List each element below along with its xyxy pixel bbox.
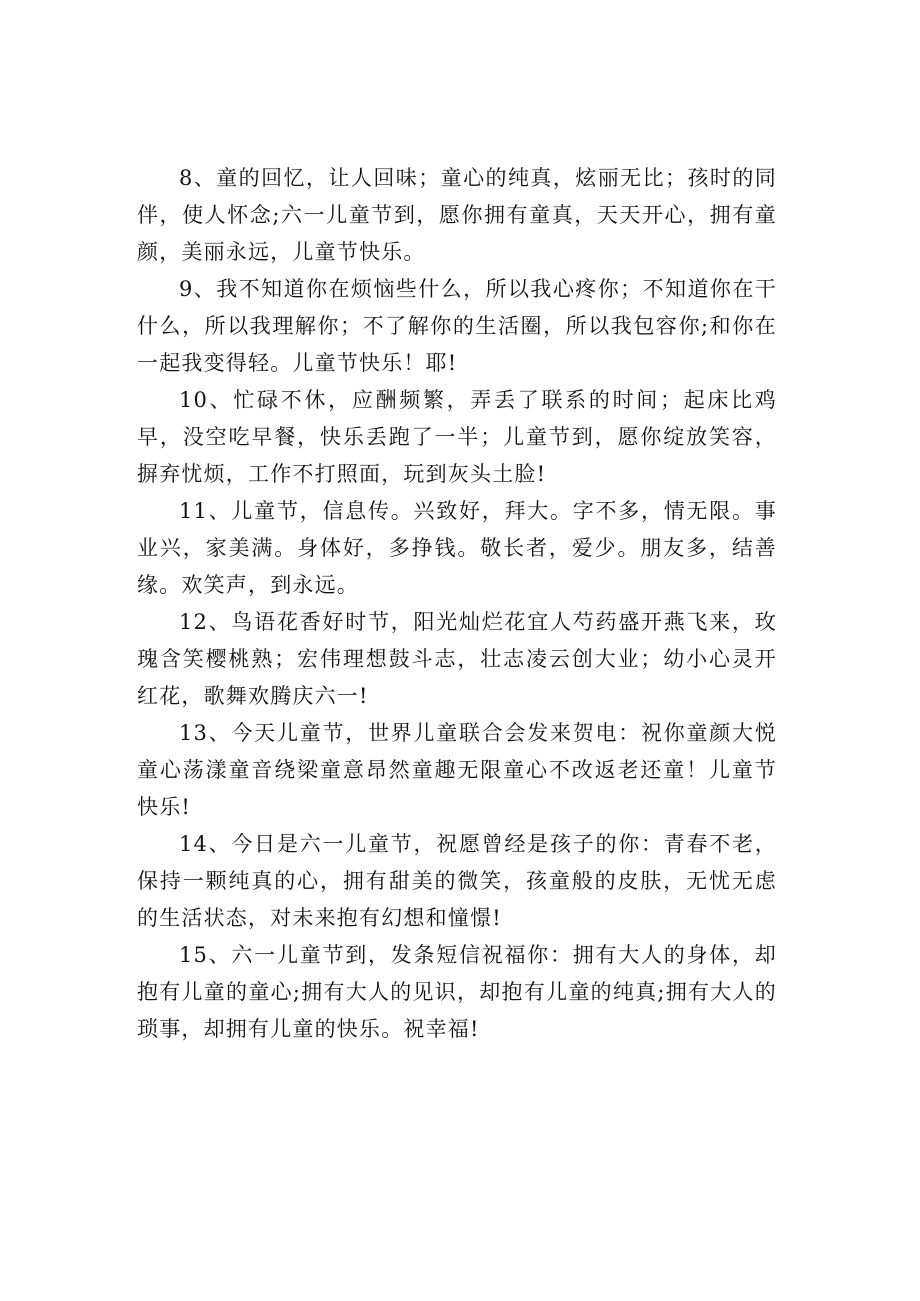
paragraph-13: 13、今天儿童节，世界儿童联合会发来贺电：祝你童颜大悦童心荡漾童音绕梁童意昂然童趣无限童心不改返老还童！儿童节快乐! bbox=[137, 721, 777, 819]
paragraph-9: 9、我不知道你在烦恼些什么，所以我心疼你；不知道你在干什么，所以我理解你；不了解你的生活圈，所以我包容你;和你在一起我变得轻。儿童节快乐！耶! bbox=[137, 277, 777, 375]
paragraph-10: 10、忙碌不休，应酬频繁，弄丢了联系的时间；起床比鸡早，没空吃早餐，快乐丢跑了一半；儿童节到，愿你绽放笑容，摒弃忧烦，工作不打照面，玩到灰头土脸! bbox=[137, 388, 777, 486]
document-body bbox=[137, 160, 777, 1048]
paragraph-12: 12、鸟语花香好时节，阳光灿烂花宜人芍药盛开燕飞来，玫瑰含笑樱桃熟；宏伟理想鼓斗志，壮志凌云创大业；幼小心灵开红花，歌舞欢腾庆六一! bbox=[137, 610, 777, 708]
paragraph-8: 8、童的回忆，让人回味；童心的纯真，炫丽无比；孩时的同伴，使人怀念;六一儿童节到，愿你拥有童真，天天开心，拥有童颜，美丽永远，儿童节快乐。 bbox=[137, 166, 777, 264]
paragraph-15: 15、六一儿童节到，发条短信祝福你：拥有大人的身体，却抱有儿童的童心;拥有大人的见识，却抱有儿童的纯真;拥有大人的琐事，却拥有儿童的快乐。祝幸福! bbox=[137, 943, 777, 1041]
paragraph-14: 14、今日是六一儿童节，祝愿曾经是孩子的你：青春不老，保持一颗纯真的心，拥有甜美的微笑，孩童般的皮肤，无忧无虑的生活状态，对未来抱有幻想和憧憬! bbox=[137, 832, 777, 930]
paragraph-11: 11、儿童节，信息传。兴致好，拜大。字不多，情无限。事业兴，家美满。身体好，多挣钱。敬长者，爱少。朋友多，结善缘。欢笑声，到永远。 bbox=[137, 499, 777, 597]
